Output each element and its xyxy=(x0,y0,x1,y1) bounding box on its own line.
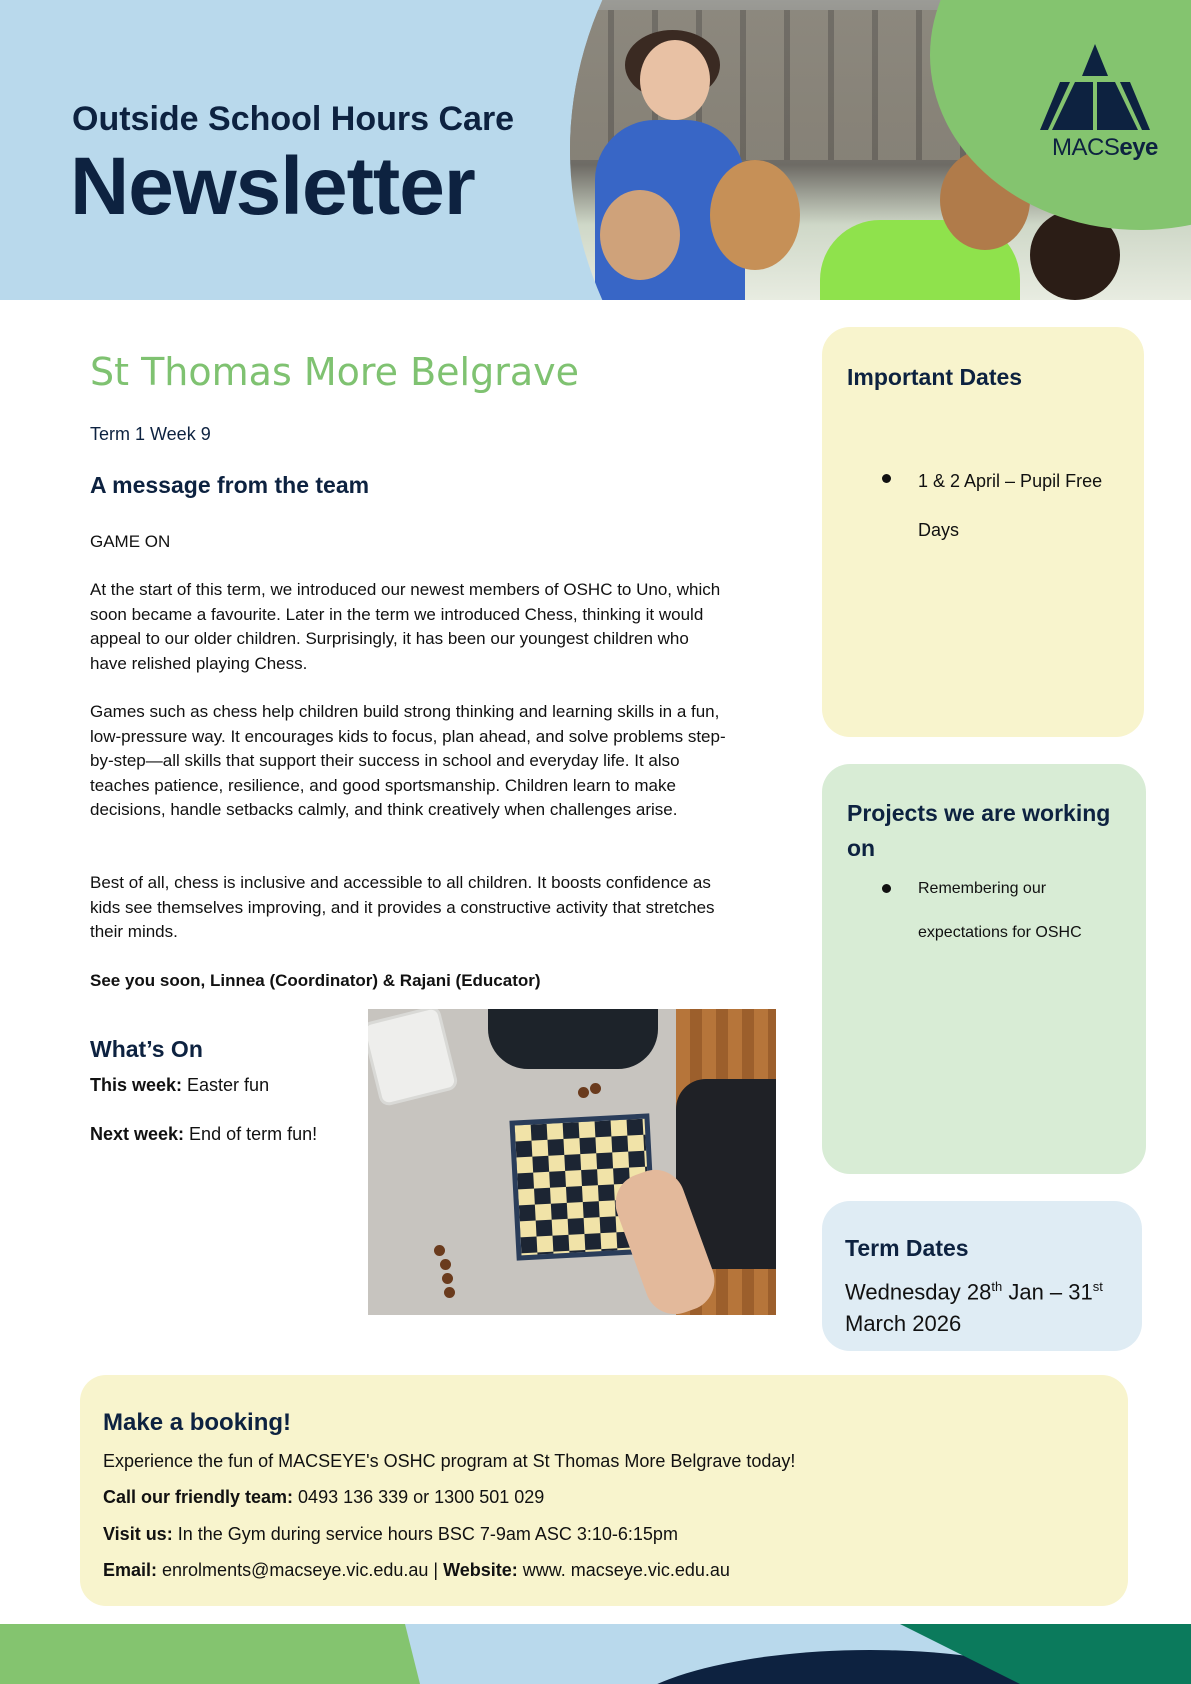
footer-green-shape xyxy=(0,1624,420,1684)
term-dates-heading: Term Dates xyxy=(845,1235,969,1261)
message-paragraph: Games such as chess help children build strong thinking and learning skills in a fun, low-pressure way. It encourages kids to focus, plan ahead, and solve problems step-by-step—all skills that support their success in school and everyday life. It also teaches patience, resilience, and good sportsmanship. Children learn to make decisions, handle setbacks calmly, and think creatively when challenges arise. xyxy=(90,702,726,819)
chess-piece xyxy=(442,1273,453,1284)
header-banner xyxy=(0,0,1191,300)
message-signoff: See you soon, Linnea (Coordinator) & Rajani (Educator) xyxy=(90,971,541,990)
school-name: St Thomas More Belgrave xyxy=(90,350,580,394)
booking-contact: Email: enrolments@macseye.vic.edu.au | Website: www. macseye.vic.edu.au xyxy=(103,1560,730,1580)
next-week: Next week: End of term fun! xyxy=(90,1124,318,1144)
message-heading: A message from the team xyxy=(90,472,370,498)
projects-heading: Projects we are working on xyxy=(847,800,1111,861)
bullet-icon xyxy=(882,474,891,483)
term-dates-range: Wednesday 28th Jan – 31st March 2026 xyxy=(845,1279,1103,1337)
term-week: Term 1 Week 9 xyxy=(90,424,211,444)
booking-panel xyxy=(80,1375,1128,1606)
child-arms xyxy=(488,1009,658,1069)
important-dates-card xyxy=(822,327,1144,737)
project-item: Remembering our expectations for OSHC xyxy=(918,880,1082,941)
logo-wordmark: MACSeye xyxy=(1052,134,1158,161)
important-dates-heading: Important Dates xyxy=(847,364,1023,390)
message-paragraph: Best of all, chess is inclusive and accessible to all children. It boosts confidence as kids see themselves improving, and it provides a constructive activity that stretches their minds. xyxy=(90,873,715,941)
child-head xyxy=(600,190,680,280)
chess-piece xyxy=(434,1245,445,1256)
message-paragraph: At the start of this term, we introduced our newest members of OSHC to Uno, which soon became a favourite. Later in the term we introduced Chess, thinking it would appeal to our older children. Surprisingly, it has been our youngest children who have relished playing Chess. xyxy=(90,580,721,673)
message-paragraph: GAME ON xyxy=(90,532,171,551)
booking-location: Visit us: In the Gym during service hours BSC 7-9am ASC 3:10-6:15pm xyxy=(103,1524,678,1544)
chess-piece xyxy=(590,1083,601,1094)
chess-piece xyxy=(440,1259,451,1270)
this-week: This week: Easter fun xyxy=(90,1075,270,1095)
term-dates-card xyxy=(822,1201,1142,1351)
whats-on-heading: What’s On xyxy=(90,1036,203,1062)
booking-intro: Experience the fun of MACSEYE's OSHC program at St Thomas More Belgrave today! xyxy=(103,1451,796,1471)
email-address[interactable]: enrolments@macseye.vic.edu.au | xyxy=(157,1560,444,1580)
teacher-face xyxy=(640,40,710,120)
chess-piece xyxy=(444,1287,455,1298)
plastic-tub xyxy=(368,1009,459,1107)
bullet-icon xyxy=(882,884,891,893)
important-date-item: 1 & 2 April – Pupil Free Days xyxy=(918,471,1103,540)
newsletter-kicker: Outside School Hours Care xyxy=(72,100,515,138)
footer-band xyxy=(0,1624,1191,1684)
chess-game-photo xyxy=(368,1009,776,1315)
booking-phone: Call our friendly team: 0493 136 339 or 1300 501 029 xyxy=(103,1487,545,1507)
newsletter-title: Newsletter xyxy=(70,141,475,232)
website-link[interactable]: www. macseye.vic.edu.au xyxy=(517,1560,730,1580)
child-head xyxy=(710,160,800,270)
booking-heading: Make a booking! xyxy=(103,1409,292,1436)
projects-card xyxy=(822,764,1146,1174)
chess-piece xyxy=(578,1087,589,1098)
